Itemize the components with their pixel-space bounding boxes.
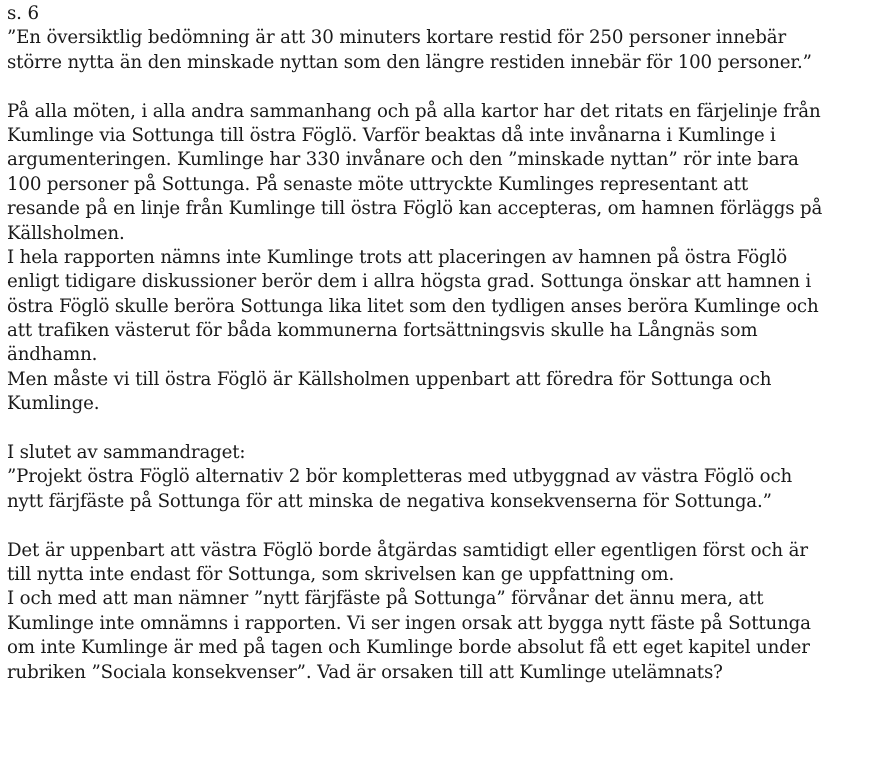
text-line: enligt tidigare diskussioner berör dem i allra högsta grad. Sottunga önskar att hamnen i: [7, 271, 812, 293]
text-line: östra Föglö skulle beröra Sottunga lika litet som den tydligen anses beröra Kumlinge och: [7, 295, 819, 317]
paragraph-spacer: [7, 514, 883, 538]
text-line: Det är uppenbart att västra Föglö borde åtgärdas samtidigt eller egentligen först och är: [7, 539, 808, 561]
paragraph-kumlinge: [7, 100, 883, 417]
quote-block-1: [7, 26, 883, 75]
text-line: I hela rapporten nämns inte Kumlinge trots att placeringen av hamnen på östra Föglö: [7, 246, 787, 268]
text-line: att trafiken västerut för båda kommunerna fortsättningsvis skulle ha Långnäs som: [7, 320, 758, 342]
paragraph-spacer: [7, 417, 883, 441]
quote-line: ”Projekt östra Föglö alternativ 2 bör kompletteras med utbyggnad av västra Föglö och: [7, 466, 793, 488]
quote-line: ”En översiktlig bedömning är att 30 minuters kortare restid för 250 personer innebär: [7, 27, 787, 49]
document-page: [7, 2, 883, 685]
text-line: I och med att man nämner ”nytt färjfäste på Sottunga” förvånar det ännu mera, att: [7, 588, 764, 610]
text-line: resande på en linje från Kumlinge till östra Föglö kan accepteras, om hamnen förläggs på: [7, 198, 823, 220]
text-line: Källsholmen.: [7, 222, 125, 244]
text-line: rubriken ”Sociala konsekvenser”. Vad är orsaken till att Kumlinge utelämnats?: [7, 661, 723, 683]
text-line: argumenteringen. Kumlinge har 330 invånare och den ”minskade nyttan” rör inte bara: [7, 149, 799, 171]
text-line: Kumlinge via Sottunga till östra Föglö. Varför beaktas då inte invånarna i Kumlinge i: [7, 124, 776, 146]
quote-line: nytt färjfäste på Sottunga för att minska de negativa konsekvenserna för Sottunga.”: [7, 490, 772, 512]
text-line: 100 personer på Sottunga. På senaste möte uttryckte Kumlinges representant att: [7, 173, 748, 195]
quote-block-2: [7, 465, 883, 514]
text-line: ändhamn.: [7, 344, 98, 366]
quote-line: större nytta än den minskade nyttan som den längre restiden innebär för 100 personer.”: [7, 51, 812, 73]
text-line: till nytta inte endast för Sottunga, som skrivelsen kan ge uppfattning om.: [7, 563, 675, 585]
summary-intro: I slutet av sammandraget:: [7, 442, 246, 464]
page-reference: s. 6: [7, 3, 39, 24]
text-line: Men måste vi till östra Föglö är Källsholmen uppenbart att föredra för Sottunga och: [7, 368, 772, 390]
text-line: Kumlinge inte omnämns i rapporten. Vi ser ingen orsak att bygga nytt fäste på Sottunga: [7, 612, 811, 634]
paragraph-vastra-foglo: [7, 539, 883, 685]
text-line: om inte Kumlinge är med på tagen och Kumlinge borde absolut få ett eget kapitel under: [7, 637, 810, 659]
text-line: På alla möten, i alla andra sammanhang och på alla kartor har det ritats en färjelinje från: [7, 100, 821, 122]
text-line: Kumlinge.: [7, 393, 100, 415]
paragraph-spacer: [7, 75, 883, 99]
